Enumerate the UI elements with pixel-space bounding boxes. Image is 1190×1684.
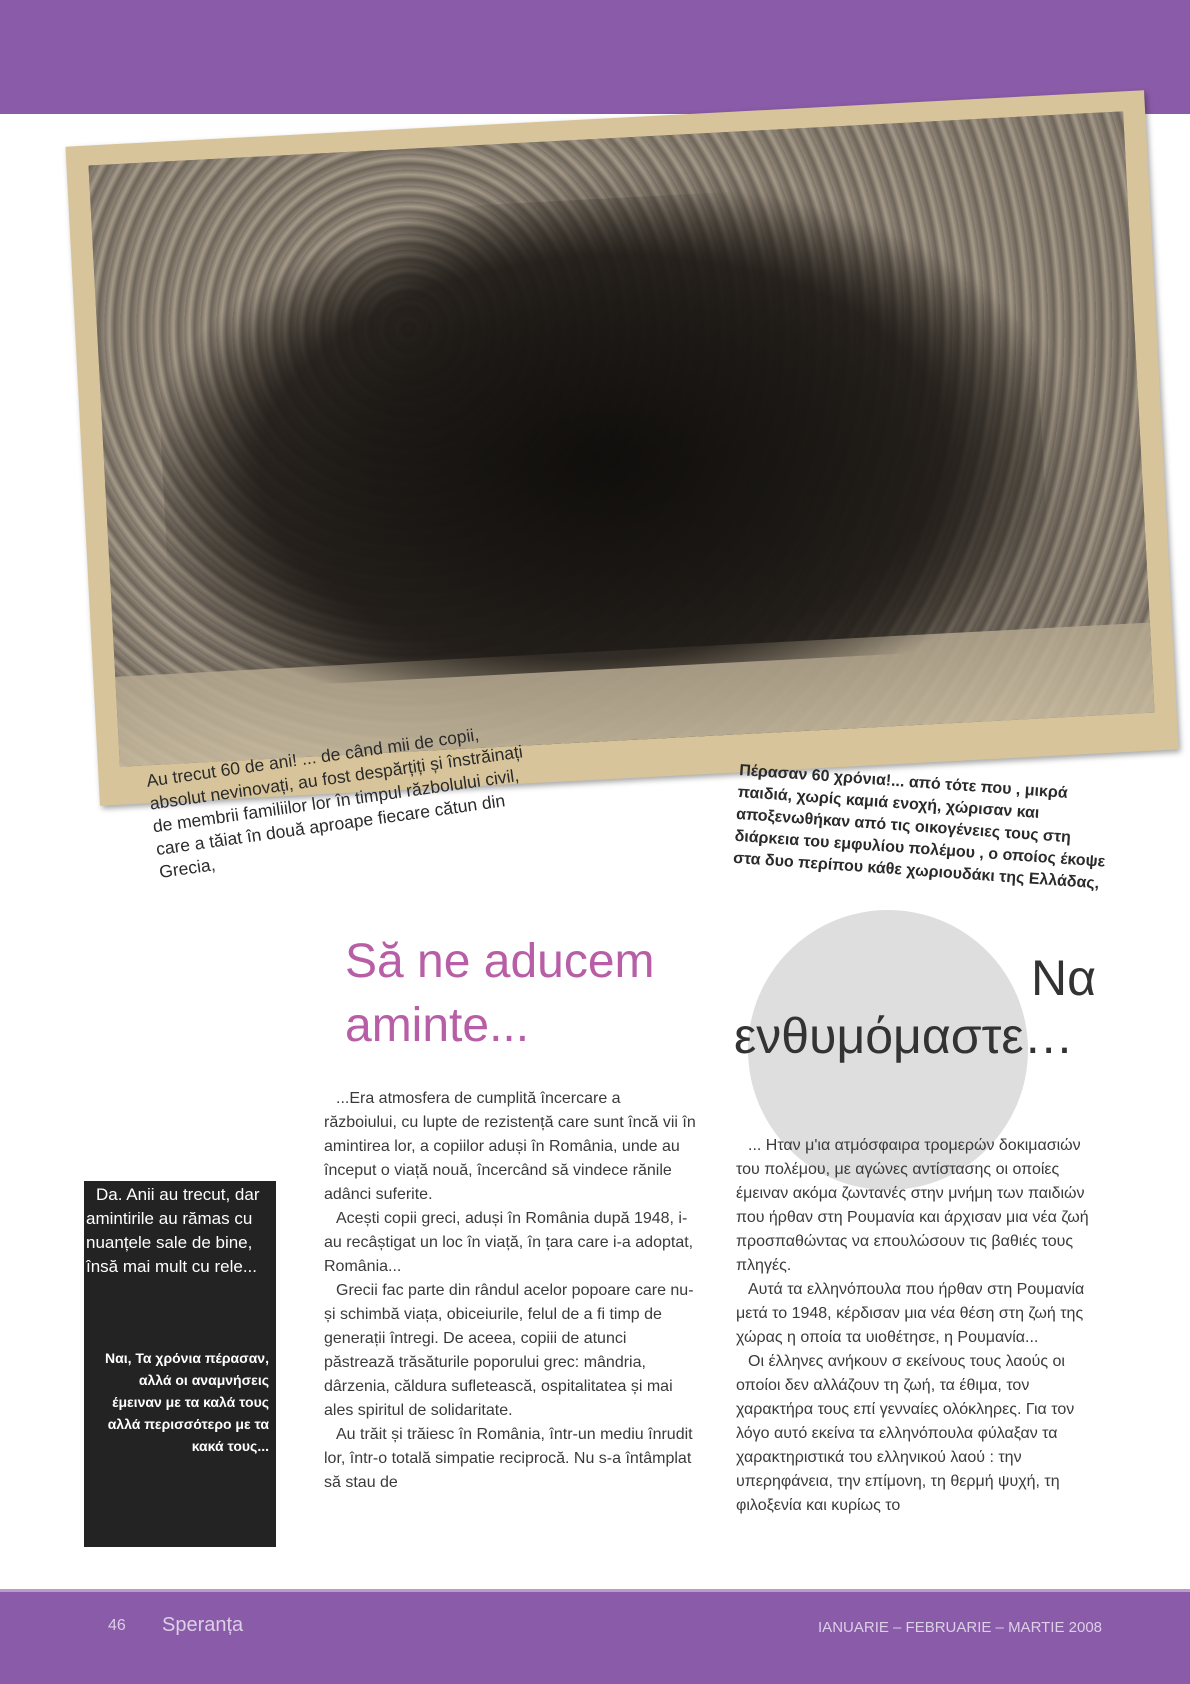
article-ro-paragraph: Au trăit și trăiesc în România, într-un mediu înrudit lor, într-o totală simpatie reciprocă. Nu s-a întâmplat să stau de [324, 1426, 693, 1491]
title-greek-line2: ενθυμόμαστε… [734, 1008, 1074, 1064]
caption-romanian: Au trecut 60 de ani! ... de când mii de copii, absolut nevinovați, au fost despărțiți și înstrăinați de membrii familiilor lor în timpul războlului civil, care a tăiat în două aproape fiecare cătun din Grecia, [145, 724, 524, 882]
article-ro-paragraph: ...Era atmosfera de cumplită încercare a războiului, cu lupte de rezistență care sunt încă vii în amintirea lor, a copiilor aduși în România, unde au început o viață nouă, încercând să vindece rănile adânci suferite. [324, 1090, 696, 1203]
magazine-name: Speranța [162, 1614, 244, 1636]
bottom-band [0, 1592, 1190, 1684]
article-gr-paragraph: Αυτά τα ελληνόπουλα που ήρθαν στη Ρουμανία μετά το 1948, κέρδισαν μια νέα θέση στη ζωή της χώρας η οποία τα υιοθέτησε, η Ρουμανία... [736, 1281, 1085, 1346]
title-greek-line1: Να [1030, 950, 1096, 1006]
title-romanian: Să ne aducem aminte... [345, 935, 655, 1052]
issue-date: IANUARIE – FEBRUARIE – MARTIE 2008 [818, 1619, 1102, 1636]
article-gr-paragraph: Οι έλληνες ανήκουν σ εκείνους τους λαούς οι οποίοι δεν αλλάζουν τη ζωή, τα έθιμα, τον χαρακτήρα τους επί γενναίες ολόκληρες. Για τον λόγο αυτό εκείνα τα ελληνόπουλα φύλαξαν τα χαρακτηριστικά του ελληνικού λαού : την υπερηφάνεια, την επίμονη, τη θερμή ψυχή, τη φιλοξενία και κυρίως το [736, 1353, 1075, 1514]
sidebar-quote-romanian: Da. Anii au trecut, dar amintirile au rămas cu nuanțele sale de bine, însă mai mult cu rele... [86, 1185, 260, 1276]
group-photo [65, 90, 1178, 806]
sidebar-quote-greek: Ναι, Τα χρόνια πέρασαν, αλλά οι αναμνήσεις έμειναν με τα καλά τους αλλά περισσότερο με τα κακά τους... [104, 1350, 269, 1454]
caption-greek: Πέρασαν 60 χρόνια!... από τότε που , μικρά παιδιά, χωρίς καμιά ενοχή, χώρισαν και αποξενωθήκαν από τις οικογένειες τους στη διάρκεια του εμφυλίου πολέμου , ο οποίος έκοψε στα δυο περίπου κάθε χωριουδάκι της Ελλάδας, [732, 761, 1106, 893]
page-number: 46 [108, 1617, 126, 1634]
article-gr-paragraph: ... Ηταν μ'ια ατμόσφαιρα τρομερών δοκιμασιών του πολέμου, με αγώνες αντίστασης οι οποίες έμειναν ακόμα ζωντανές στην μνήμη των παιδιών που ήρθαν στη Ρουμανία και άρχισαν μια νέα ζωή προσπαθώντας να επουλώσουν τις βαθιές τους πληγές. [736, 1137, 1089, 1274]
sidebar-quote-box [84, 1181, 276, 1547]
article-romanian [324, 1087, 696, 1495]
article-greek [736, 1134, 1108, 1518]
article-ro-paragraph: Acești copii greci, aduși în România după 1948, i-au recâștigat un loc în viață, în țara care i-a adoptat, România... [324, 1210, 694, 1275]
photo-children-group [150, 176, 1053, 691]
article-ro-paragraph: Grecii fac parte din rândul acelor popoare care nu-și schimbă viața, obiceiurile, felul de a fi timp de generații întregi. De aceea, copiii de atunci păstrează trăsăturile poporului grec: mândria, dârzenia, căldura sufletească, ospitalitatea și mai ales spiritul de solidaritate. [324, 1282, 694, 1419]
